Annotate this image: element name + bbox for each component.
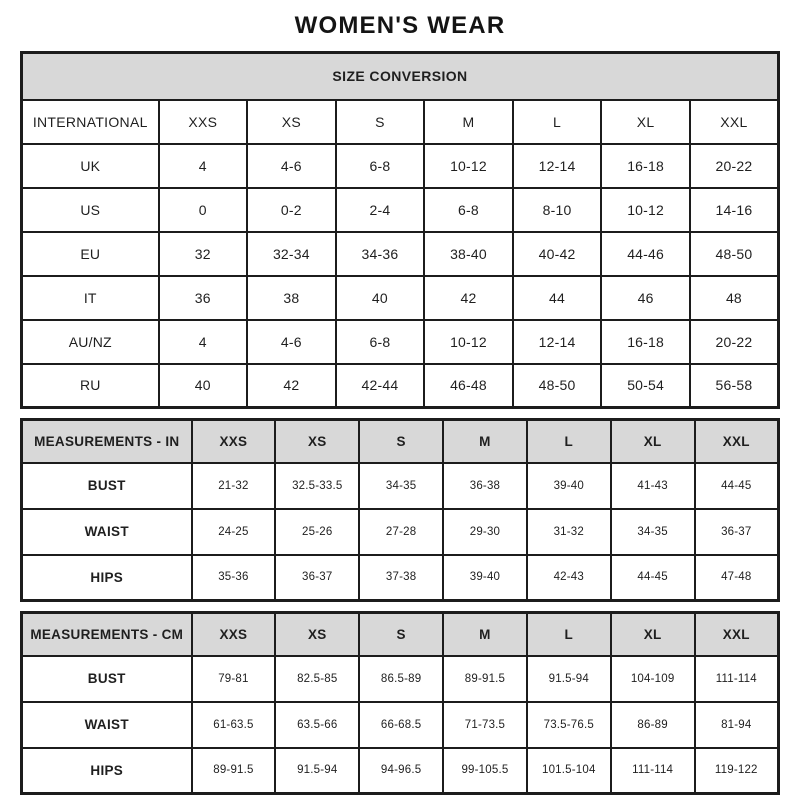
measurements-in-row-value: 36-38 [443, 463, 527, 509]
measurements-in-row-value: 37-38 [359, 555, 443, 601]
cm-size-header-xxs: XXS [192, 613, 276, 656]
size-conversion-row [22, 144, 779, 188]
measurements-cm-row-value: 104-109 [611, 656, 695, 702]
measurements-in-row-value: 27-28 [359, 509, 443, 555]
measurements-cm-row-value: 82.5-85 [275, 656, 359, 702]
size-conversion-row-value: 38 [247, 276, 336, 320]
measurements-in-row [22, 509, 779, 555]
size-conversion-row-value: 46-48 [424, 364, 513, 408]
measurements-cm-row-value: 86-89 [611, 702, 695, 748]
size-conversion-row-value: 8-10 [513, 188, 602, 232]
measurements-cm-row [22, 656, 779, 702]
measurements-cm-row-value: 94-96.5 [359, 748, 443, 794]
measurements-cm-row-value: 119-122 [695, 748, 779, 794]
measurements-in-row-value: 36-37 [275, 555, 359, 601]
size-conversion-row [22, 276, 779, 320]
page-title: WOMEN'S WEAR [294, 12, 506, 39]
measurements-cm-row-value: 101.5-104 [527, 748, 611, 794]
measurements-in-row-value: 24-25 [192, 509, 276, 555]
size-conversion-row-value: 6-8 [336, 320, 425, 364]
measurements-cm-row-value: 89-91.5 [192, 748, 276, 794]
cm-size-header-xxl: XXL [695, 613, 779, 656]
measurements-in-title: MEASUREMENTS - IN [22, 420, 192, 463]
measurements-in-row [22, 463, 779, 509]
measurements-cm-row-label: HIPS [22, 748, 192, 794]
size-conversion-row-label: RU [22, 364, 159, 408]
size-conversion-row-value: 40-42 [513, 232, 602, 276]
measurements-cm-row-value: 63.5-66 [275, 702, 359, 748]
size-conversion-row [22, 320, 779, 364]
in-size-header-xs: XS [275, 420, 359, 463]
measurements-cm-row-value: 91.5-94 [527, 656, 611, 702]
size-conversion-row-value: 36 [159, 276, 248, 320]
size-conversion-title: SIZE CONVERSION [22, 53, 779, 100]
size-conversion-row-value: 14-16 [690, 188, 779, 232]
cm-size-header-l: L [527, 613, 611, 656]
size-conversion-row-value: 6-8 [424, 188, 513, 232]
measurements-in-row-value: 29-30 [443, 509, 527, 555]
size-conversion-row-value: 4-6 [247, 144, 336, 188]
size-conversion-banner-row [22, 53, 779, 100]
size-conversion-table [20, 51, 780, 409]
measurements-cm-row-value: 61-63.5 [192, 702, 276, 748]
cm-size-header-m: M [443, 613, 527, 656]
measurements-in-row-value: 42-43 [527, 555, 611, 601]
size-conversion-row-value: 10-12 [601, 188, 690, 232]
measurements-in-row-value: 35-36 [192, 555, 276, 601]
size-conversion-row-value: 20-22 [690, 320, 779, 364]
measurements-cm-row-value: 79-81 [192, 656, 276, 702]
measurements-cm-header-row [22, 613, 779, 656]
measurements-in-row-value: 39-40 [443, 555, 527, 601]
size-conversion-row-value: 0 [159, 188, 248, 232]
size-conversion-row-value: 42-44 [336, 364, 425, 408]
measurements-in-row-value: 47-48 [695, 555, 779, 601]
measurements-cm-title: MEASUREMENTS - CM [22, 613, 192, 656]
size-conversion-row-value: 40 [159, 364, 248, 408]
measurements-in-row-value: 39-40 [527, 463, 611, 509]
measurements-in-row-value: 34-35 [359, 463, 443, 509]
size-conversion-row-value: 40 [336, 276, 425, 320]
column-header-international: INTERNATIONAL [22, 100, 159, 144]
size-conversion-column-header-row [22, 100, 779, 144]
size-conversion-row-value: 0-2 [247, 188, 336, 232]
measurements-in-row [22, 555, 779, 601]
size-conversion-row-value: 48-50 [690, 232, 779, 276]
measurements-cm-row-value: 66-68.5 [359, 702, 443, 748]
measurements-in-row-value: 36-37 [695, 509, 779, 555]
size-conversion-row-label: AU/NZ [22, 320, 159, 364]
size-conversion-row-value: 48 [690, 276, 779, 320]
in-size-header-s: S [359, 420, 443, 463]
column-header-xxl: XXL [690, 100, 779, 144]
size-conversion-row [22, 232, 779, 276]
size-conversion-row-value: 16-18 [601, 320, 690, 364]
measurements-cm-row-value: 89-91.5 [443, 656, 527, 702]
size-conversion-row-value: 44 [513, 276, 602, 320]
column-header-s: S [336, 100, 425, 144]
size-conversion-row-label: UK [22, 144, 159, 188]
in-size-header-m: M [443, 420, 527, 463]
size-conversion-row-value: 10-12 [424, 320, 513, 364]
size-conversion-row-label: IT [22, 276, 159, 320]
measurements-cm-row-value: 111-114 [611, 748, 695, 794]
measurements-cm-row-value: 71-73.5 [443, 702, 527, 748]
measurements-cm-row-value: 73.5-76.5 [527, 702, 611, 748]
size-conversion-row-value: 44-46 [601, 232, 690, 276]
measurements-cm-row-label: BUST [22, 656, 192, 702]
measurements-cm-row-value: 81-94 [695, 702, 779, 748]
size-conversion-row-value: 12-14 [513, 144, 602, 188]
size-conversion-row-value: 32 [159, 232, 248, 276]
measurements-cm-row-value: 91.5-94 [275, 748, 359, 794]
size-conversion-row-value: 38-40 [424, 232, 513, 276]
size-conversion-row-value: 12-14 [513, 320, 602, 364]
measurements-in-row-value: 25-26 [275, 509, 359, 555]
measurements-cm-row-value: 99-105.5 [443, 748, 527, 794]
column-header-xs: XS [247, 100, 336, 144]
size-conversion-row-value: 4-6 [247, 320, 336, 364]
size-conversion-row-value: 42 [247, 364, 336, 408]
measurements-in-row-value: 21-32 [192, 463, 276, 509]
measurements-in-header-row [22, 420, 779, 463]
measurements-in-row-value: 34-35 [611, 509, 695, 555]
column-header-m: M [424, 100, 513, 144]
size-conversion-row-value: 10-12 [424, 144, 513, 188]
measurements-cm-table [20, 611, 780, 795]
in-size-header-xxl: XXL [695, 420, 779, 463]
measurements-cm-row [22, 748, 779, 794]
size-conversion-row-label: EU [22, 232, 159, 276]
measurements-in-row-label: WAIST [22, 509, 192, 555]
measurements-in-row-value: 44-45 [611, 555, 695, 601]
size-conversion-row-value: 6-8 [336, 144, 425, 188]
measurements-in-row-value: 44-45 [695, 463, 779, 509]
size-conversion-row-value: 48-50 [513, 364, 602, 408]
cm-size-header-xl: XL [611, 613, 695, 656]
column-header-l: L [513, 100, 602, 144]
measurements-in-row-value: 41-43 [611, 463, 695, 509]
measurements-in-table [20, 418, 780, 602]
measurements-cm-row-value: 86.5-89 [359, 656, 443, 702]
size-conversion-row-value: 32-34 [247, 232, 336, 276]
in-size-header-l: L [527, 420, 611, 463]
size-conversion-row-value: 34-36 [336, 232, 425, 276]
size-conversion-row-label: US [22, 188, 159, 232]
size-conversion-row-value: 56-58 [690, 364, 779, 408]
size-conversion-row-value: 4 [159, 320, 248, 364]
measurements-in-row-label: BUST [22, 463, 192, 509]
measurements-cm-row [22, 702, 779, 748]
size-conversion-row-value: 4 [159, 144, 248, 188]
size-conversion-row-value: 50-54 [601, 364, 690, 408]
measurements-in-row-value: 32.5-33.5 [275, 463, 359, 509]
measurements-in-row-value: 31-32 [527, 509, 611, 555]
size-conversion-row-value: 46 [601, 276, 690, 320]
measurements-cm-row-value: 111-114 [695, 656, 779, 702]
size-conversion-row-value: 42 [424, 276, 513, 320]
cm-size-header-xs: XS [275, 613, 359, 656]
size-conversion-row [22, 188, 779, 232]
column-header-xxs: XXS [159, 100, 248, 144]
size-conversion-row-value: 2-4 [336, 188, 425, 232]
measurements-cm-row-label: WAIST [22, 702, 192, 748]
in-size-header-xxs: XXS [192, 420, 276, 463]
cm-size-header-s: S [359, 613, 443, 656]
in-size-header-xl: XL [611, 420, 695, 463]
size-conversion-row-value: 16-18 [601, 144, 690, 188]
column-header-xl: XL [601, 100, 690, 144]
size-conversion-row [22, 364, 779, 408]
size-conversion-row-value: 20-22 [690, 144, 779, 188]
measurements-in-row-label: HIPS [22, 555, 192, 601]
